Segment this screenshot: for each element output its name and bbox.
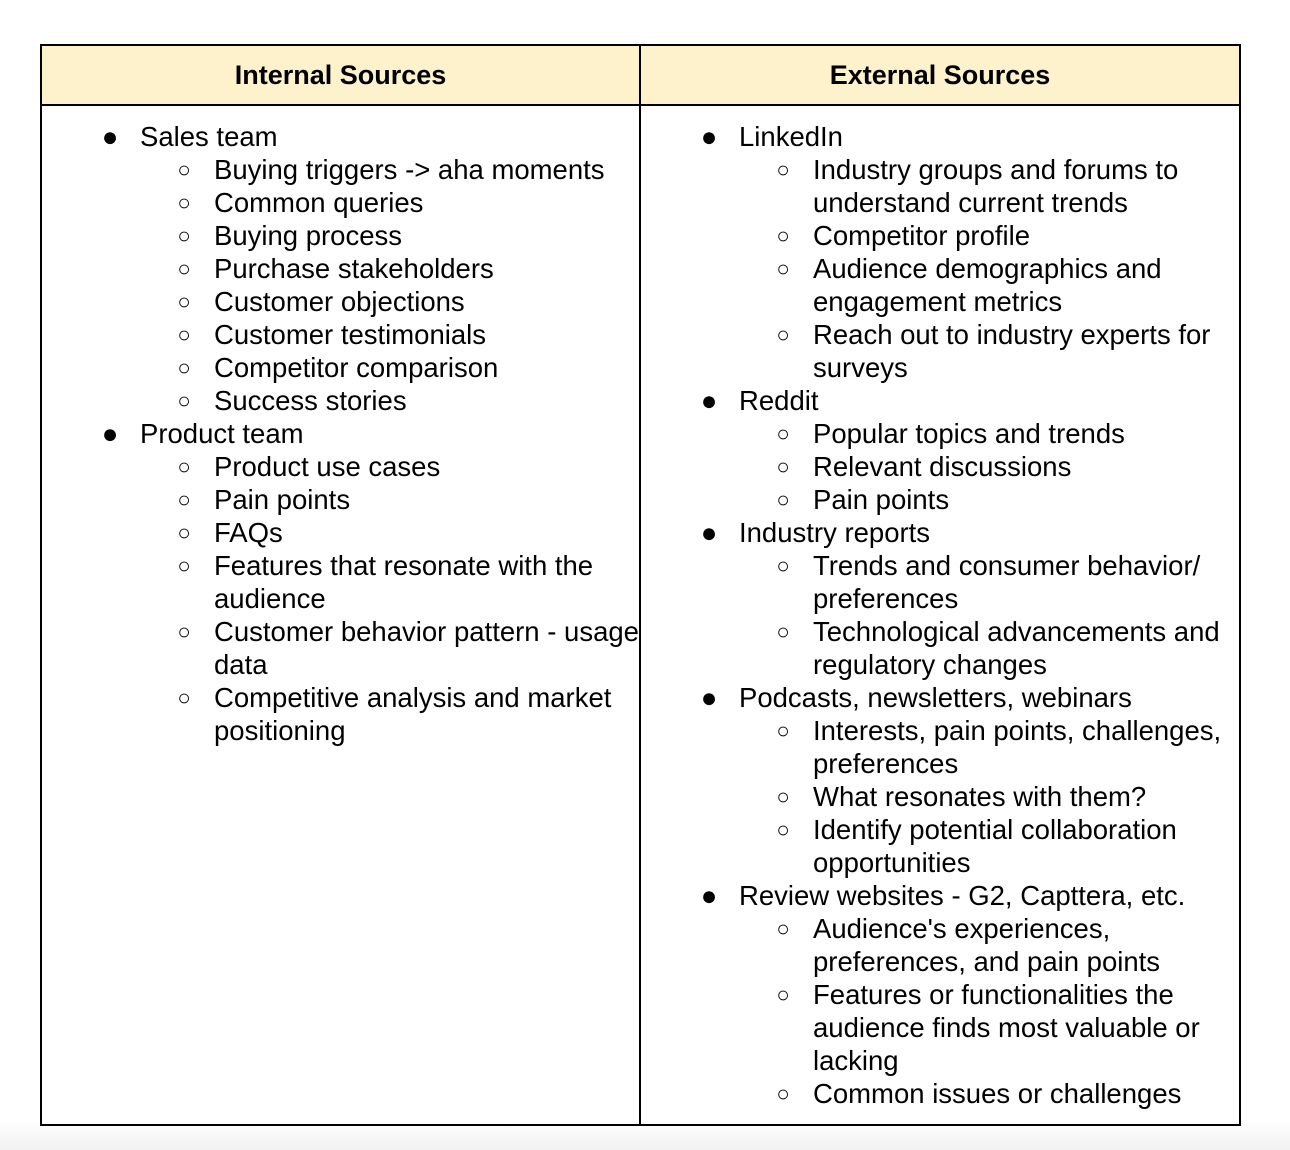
filled-bullet-icon: ● xyxy=(700,880,718,911)
hollow-bullet-icon: ○ xyxy=(776,982,790,1007)
sub-list-item xyxy=(128,252,639,285)
sub-list-item xyxy=(727,318,1239,384)
sub-list-item xyxy=(727,252,1239,318)
sub-list-item xyxy=(128,681,639,747)
sub-list-item-text: Industry groups and forums to understand current trends xyxy=(813,154,1179,218)
sub-list-item-text: Purchase stakeholders xyxy=(214,253,494,284)
sub-list-item xyxy=(128,219,639,252)
sub-list-item xyxy=(727,978,1239,1077)
list-item-label: Product team xyxy=(140,418,304,449)
hollow-bullet-icon: ○ xyxy=(177,157,191,182)
sub-list-item-text: Features or functionalities the audience finds most valuable or lacking xyxy=(813,979,1200,1076)
sub-list-item xyxy=(727,780,1239,813)
list-item-label: Reddit xyxy=(739,385,819,416)
sub-list-item xyxy=(727,615,1239,681)
hollow-bullet-icon: ○ xyxy=(776,1081,790,1106)
sub-list xyxy=(727,549,1239,681)
sub-list-item-text: Pain points xyxy=(214,484,351,515)
list-item-label: Review websites - G2, Capttera, etc. xyxy=(739,880,1186,911)
hollow-bullet-icon: ○ xyxy=(177,520,191,545)
hollow-bullet-icon: ○ xyxy=(776,487,790,512)
hollow-bullet-icon: ○ xyxy=(776,619,790,644)
sub-list xyxy=(727,417,1239,516)
sub-list-item xyxy=(128,549,639,615)
sub-list-item xyxy=(727,549,1239,615)
hollow-bullet-icon: ○ xyxy=(177,322,191,347)
sub-list xyxy=(128,450,639,747)
sub-list-item xyxy=(727,450,1239,483)
hollow-bullet-icon: ○ xyxy=(776,718,790,743)
sub-list-item xyxy=(727,1077,1239,1110)
sub-list-item xyxy=(727,219,1239,252)
sub-list-item-text: Interests, pain points, challenges, preferences xyxy=(813,715,1222,779)
list-item xyxy=(42,417,639,747)
list-item xyxy=(641,681,1239,879)
sources-table xyxy=(40,44,1241,1126)
sub-list-item-text: FAQs xyxy=(214,517,283,548)
filled-bullet-icon: ● xyxy=(700,682,718,713)
sub-list-item xyxy=(128,186,639,219)
list-item xyxy=(42,120,639,417)
header-internal-sources: Internal Sources xyxy=(42,46,641,106)
sub-list-item-text: Popular topics and trends xyxy=(813,418,1125,449)
hollow-bullet-icon: ○ xyxy=(776,553,790,578)
sub-list-item xyxy=(128,153,639,186)
hollow-bullet-icon: ○ xyxy=(776,157,790,182)
sub-list-item-text: Pain points xyxy=(813,484,950,515)
hollow-bullet-icon: ○ xyxy=(177,223,191,248)
hollow-bullet-icon: ○ xyxy=(776,223,790,248)
sub-list-item-text: Audience demographics and engagement metrics xyxy=(813,253,1162,317)
list-item xyxy=(641,516,1239,681)
hollow-bullet-icon: ○ xyxy=(177,487,191,512)
list-item xyxy=(641,384,1239,516)
sub-list xyxy=(727,714,1239,879)
hollow-bullet-icon: ○ xyxy=(177,256,191,281)
sub-list-item xyxy=(128,384,639,417)
list-item-label: Podcasts, newsletters, webinars xyxy=(739,682,1132,713)
sub-list-item xyxy=(727,912,1239,978)
sub-list-item xyxy=(128,615,639,681)
filled-bullet-icon: ● xyxy=(700,385,718,416)
filled-bullet-icon: ● xyxy=(101,418,119,449)
sub-list-item-text: Buying process xyxy=(214,220,403,251)
sub-list-item-text: Competitor profile xyxy=(813,220,1031,251)
external-sources-cell xyxy=(641,106,1239,1124)
list-item xyxy=(641,120,1239,384)
sub-list-item xyxy=(727,714,1239,780)
sub-list-item-text: Common queries xyxy=(214,187,424,218)
sub-list-item xyxy=(128,516,639,549)
filled-bullet-icon: ● xyxy=(700,121,718,152)
list-item-label: LinkedIn xyxy=(739,121,843,152)
sub-list xyxy=(128,153,639,417)
sub-list-item-text: Audience's experiences, preferences, and pain points xyxy=(813,913,1161,977)
sub-list-item-text: Competitive analysis and market positioning xyxy=(214,682,612,746)
external-sources-list xyxy=(641,120,1239,1110)
sub-list-item-text: Identify potential collaboration opportunities xyxy=(813,814,1177,878)
hollow-bullet-icon: ○ xyxy=(177,355,191,380)
sub-list-item xyxy=(128,285,639,318)
filled-bullet-icon: ● xyxy=(700,517,718,548)
header-external-sources: External Sources xyxy=(641,46,1239,106)
sub-list-item-text: What resonates with them? xyxy=(813,781,1147,812)
hollow-bullet-icon: ○ xyxy=(177,454,191,479)
internal-sources-cell xyxy=(42,106,641,1124)
hollow-bullet-icon: ○ xyxy=(177,685,191,710)
sub-list-item-text: Customer objections xyxy=(214,286,465,317)
sub-list-item-text: Competitor comparison xyxy=(214,352,499,383)
hollow-bullet-icon: ○ xyxy=(776,916,790,941)
hollow-bullet-icon: ○ xyxy=(177,289,191,314)
sub-list-item xyxy=(128,318,639,351)
sub-list-item-text: Product use cases xyxy=(214,451,441,482)
sub-list-item xyxy=(727,813,1239,879)
hollow-bullet-icon: ○ xyxy=(177,619,191,644)
hollow-bullet-icon: ○ xyxy=(776,256,790,281)
sub-list-item-text: Buying triggers -> aha moments xyxy=(214,154,605,185)
sub-list xyxy=(727,153,1239,384)
sub-list-item-text: Features that resonate with the audience xyxy=(214,550,594,614)
hollow-bullet-icon: ○ xyxy=(776,454,790,479)
sub-list xyxy=(727,912,1239,1110)
list-item xyxy=(641,879,1239,1110)
sub-list-item-text: Relevant discussions xyxy=(813,451,1072,482)
list-item-label: Sales team xyxy=(140,121,278,152)
sub-list-item-text: Reach out to industry experts for surveys xyxy=(813,319,1211,383)
sub-list-item xyxy=(128,450,639,483)
filled-bullet-icon: ● xyxy=(101,121,119,152)
hollow-bullet-icon: ○ xyxy=(177,553,191,578)
sub-list-item-text: Common issues or challenges xyxy=(813,1078,1182,1109)
hollow-bullet-icon: ○ xyxy=(776,421,790,446)
sub-list-item-text: Technological advancements and regulatory changes xyxy=(813,616,1220,680)
sub-list-item xyxy=(128,351,639,384)
sub-list-item-text: Trends and consumer behavior/ preferences xyxy=(813,550,1201,614)
sub-list-item xyxy=(727,417,1239,450)
internal-sources-list xyxy=(42,120,639,747)
sub-list-item-text: Customer behavior pattern - usage data xyxy=(214,616,639,680)
list-item-label: Industry reports xyxy=(739,517,931,548)
hollow-bullet-icon: ○ xyxy=(177,388,191,413)
sub-list-item xyxy=(128,483,639,516)
hollow-bullet-icon: ○ xyxy=(776,322,790,347)
sub-list-item-text: Customer testimonials xyxy=(214,319,487,350)
sub-list-item xyxy=(727,483,1239,516)
sub-list-item-text: Success stories xyxy=(214,385,407,416)
hollow-bullet-icon: ○ xyxy=(177,190,191,215)
sub-list-item xyxy=(727,153,1239,219)
hollow-bullet-icon: ○ xyxy=(776,817,790,842)
hollow-bullet-icon: ○ xyxy=(776,784,790,809)
